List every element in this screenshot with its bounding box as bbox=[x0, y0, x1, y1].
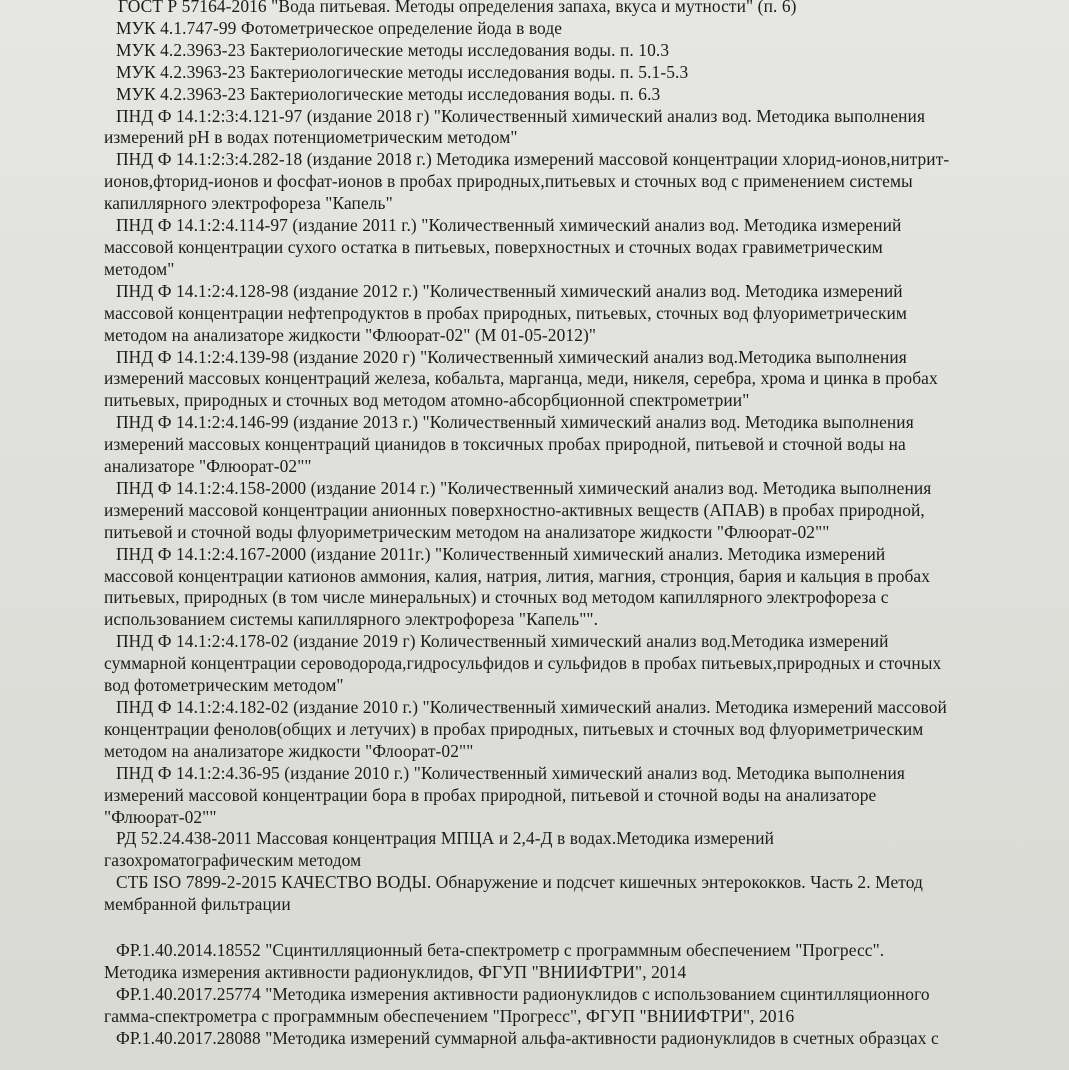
list-item: ФР.1.40.2017.25774 "Методика измерения активности радионуклидов с использованием сцинтилляционного гамма-спектрометра с программным обеспечением "Прогресс", ФГУП "ВНИИФТРИ", 2016 bbox=[104, 983, 930, 1026]
list-item: ПНД Ф 14.1:2:3:4.121-97 (издание 2018 г) "Количественный химический анализ вод. Методика выполнения измерений рН в водах потенциометрическим методом" bbox=[104, 105, 926, 148]
list-item: ГОСТ Р 57164-2016 "Вода питьевая. Методы определения запаха, вкуса и мутности" (п. 6) bbox=[118, 0, 797, 16]
list-item: ФР.1.40.2017.28088 "Методика измерений суммарной альфа-активности радионуклидов в счетных образцах с bbox=[116, 1027, 939, 1048]
list-item: МУК 4.2.3963-23 Бактериологические методы исследования воды. п. 10.3 bbox=[116, 39, 670, 60]
methods-list bbox=[104, 0, 1059, 1050]
list-item: ПНД Ф 14.1:2:4.114-97 (издание 2011 г.) "Количественный химический анализ вод. Методика измерений массовой концентрации сухого остатка в питьевых, поверхностных и сточных водах гравиметрическим методом" bbox=[104, 215, 902, 279]
list-item: РД 52.24.438-2011 Массовая концентрация МПЦА и 2,4-Д в водах.Методика измерений газохроматографическим методом bbox=[104, 828, 775, 871]
list-item: ФР.1.40.2014.18552 "Сцинтилляционный бета-спектрометр с программным обеспечением "Прогресс". Методика измерения активности радионуклидов, ФГУП "ВНИИФТРИ", 2014 bbox=[104, 940, 885, 982]
list-item: СТБ ISO 7899-2-2015 КАЧЕСТВО ВОДЫ. Обнаружение и подсчет кишечных энтерококков. Часть 2. Метод мембранной фильтрации bbox=[104, 872, 923, 915]
list-item: ПНД Ф 14.1:2:4.167-2000 (издание 2011г.) "Количественный химический анализ. Методика измерений массовой концентрации катионов аммония, калия, натрия, лития, магния, стронция, бария и кальция в пробах питьевых, природных (в том числе минеральных) и сточных вод методом капиллярного электрофореза с использованием системы капиллярного электрофореза "Капель"". bbox=[104, 543, 931, 630]
list-item: ПНД Ф 14.1:2:4.182-02 (издание 2010 г.) "Количественный химический анализ. Методика измерений массовой концентрации фенолов(общих и летучих) в пробах природных, питьевых и сточных вод флуориметрическим методом на анализаторе жидкости "Флоорат-02"" bbox=[104, 697, 947, 761]
list-item: МУК 4.1.747-99 Фотометрическое определение йода в воде bbox=[116, 17, 563, 38]
paragraph-gap bbox=[104, 916, 1059, 940]
list-item: ПНД Ф 14.1:2:4.139-98 (издание 2020 г) "Количественный химический анализ вод.Методика выполнения измерений массовых концентраций железа, кобальта, марганца, меди, никеля, серебра, хрома и цинка в пробах питьевых, природных и сточных вод методом атомно-абсорбционной спектрометрии" bbox=[104, 346, 938, 411]
list-item: ПНД Ф 14.1:2:3:4.282-18 (издание 2018 г.) Методика измерений массовой концентрации хлорид-ионов,нитрит- ионов,фторид-ионов и фосфат-ионов в пробах природных,питьевых и сточных вод с применением системы капиллярного электрофореза "Капель" bbox=[104, 149, 950, 214]
list-item: ПНД Ф 14.1:2:4.178-02 (издание 2019 г) Количественный химический анализ вод.Методика измерений суммарной концентрации сероводорода,гидросульфидов и сульфидов в пробах питьевых,природных и сточных вод фотометрическим методом" bbox=[104, 631, 942, 696]
list-item: ПНД Ф 14.1:2:4.36-95 (издание 2010 г.) "Количественный химический анализ вод. Методика выполнения измерений массовой концентрации бора в пробах природной, питьевой и сточной воды на анализаторе "Флюорат-02"" bbox=[104, 762, 906, 827]
list-item: ПНД Ф 14.1:2:4.128-98 (издание 2012 г.) "Количественный химический анализ вод. Методика измерений массовой концентрации нефтепродуктов в пробах природных, питьевых, сточных вод флуориметрическим методом на анализаторе жидкости "Флюорат-02" (М 01-05-2012)" bbox=[104, 280, 908, 345]
list-item: МУК 4.2.3963-23 Бактериологические методы исследования воды. п. 5.1-5.3 bbox=[116, 61, 689, 82]
list-item: ПНД Ф 14.1:2:4.146-99 (издание 2013 г.) "Количественный химический анализ вод. Методика выполнения измерений массовых концентраций цианидов в токсичных пробах природной, питьевой и сточной воды на анализаторе "Флюорат-02"" bbox=[104, 412, 914, 477]
list-item: ПНД Ф 14.1:2:4.158-2000 (издание 2014 г.) "Количественный химический анализ вод. Методика выполнения измерений массовой концентрации анионных поверхностно-активных веществ (АПАВ) в пробах природной, питьевой и сточной воды флуориметрическим методом на анализаторе жидкости "Флюорат-02"" bbox=[104, 477, 932, 542]
list-item: МУК 4.2.3963-23 Бактериологические методы исследования воды. п. 6.3 bbox=[116, 83, 661, 104]
